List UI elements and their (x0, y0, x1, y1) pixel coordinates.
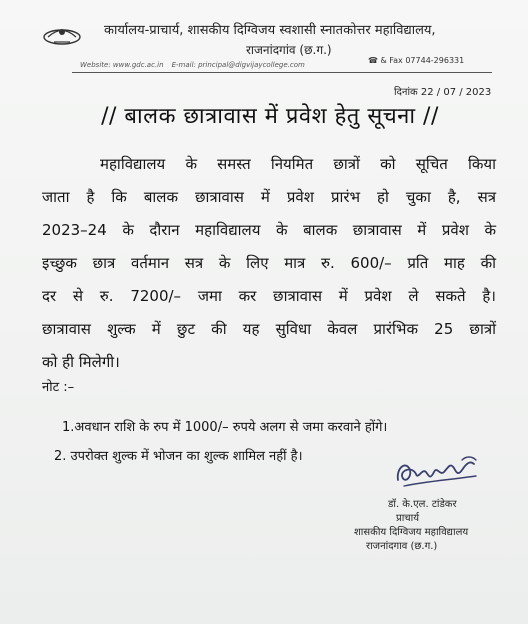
letterhead-website: Website: www.gdc.ac.in (80, 61, 164, 69)
notice-body (42, 148, 496, 379)
letterhead-office-line: कार्यालय-प्राचार्य, शासकीय दिग्विजय स्वशासी स्नातकोत्तर महाविद्यालय, (104, 23, 436, 38)
notice-date: दिनांक 22 / 07 / 2023 (394, 87, 492, 98)
signatory-place: राजनांदगाव (छ.ग.) (366, 541, 438, 552)
body-line: छात्रावास शुल्क में छुट की यह सुविधा केवल प्रारंभिक 25 छात्रों (42, 320, 496, 338)
body-line: 2023–24 के दौरान महाविद्यालय के बालक छात्रावास में प्रवेश के (42, 221, 496, 239)
letterhead-phone: ☎ & Fax 07744-296331 (368, 56, 465, 65)
body-line: इच्छुक छात्र वर्तमान सत्र के लिए मात्र रु. 600/– प्रति माह की (42, 254, 496, 272)
letterhead-contact (80, 61, 305, 69)
handwritten-signature (392, 450, 482, 498)
body-line: दर से रु. 7200/– जमा कर छात्रावास में प्रवेश ले सकते है। (42, 287, 496, 305)
body-line: जाता है कि बालक छात्रावास में प्रवेश प्रारंभ हो चुका है, सत्र (42, 188, 496, 206)
note-title: नोट :– (42, 380, 75, 395)
note-item: 2. उपरोक्त शुल्क में भोजन का शुल्क शामिल नहीं है। (54, 449, 303, 464)
signatory-institution: शासकीय दिग्विजय महाविद्यालय (354, 527, 469, 538)
letterhead-email: E-mail: principal@digvijaycollege.com (171, 61, 305, 69)
signatory-name: डॉ. के.एल. टांडेकर (388, 499, 457, 510)
signatory-title: प्राचार्य (396, 513, 420, 524)
letterhead-city-line: राजनांदगांव (छ.ग.) (246, 43, 332, 57)
body-line: को ही मिलेगी। (42, 353, 120, 371)
letterhead-divider (72, 72, 492, 73)
college-emblem-icon (40, 22, 84, 48)
notice-heading: // बालक छात्रावास में प्रवेश हेतु सूचना // (101, 104, 439, 129)
body-line: महाविद्यालय के समस्त नियमित छात्रों को सूचित किया (100, 155, 496, 173)
note-item: 1.अवधान राशि के रुप में 1000/– रुपये अलग से जमा करवाने होंगे। (62, 420, 388, 435)
